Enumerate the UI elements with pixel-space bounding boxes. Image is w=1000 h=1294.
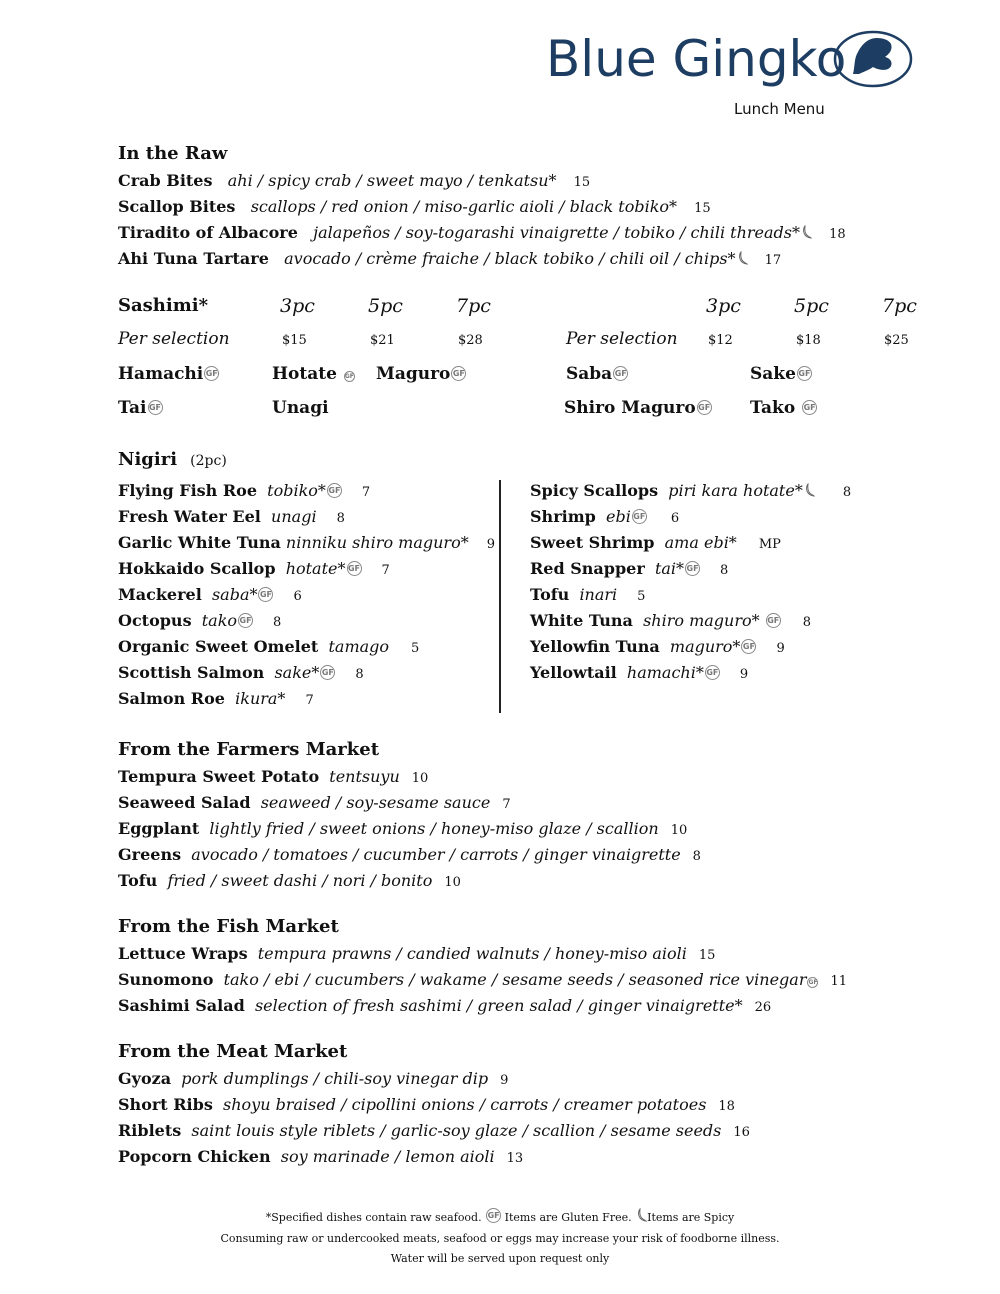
item-name: Crab Bites [118,171,213,190]
menu-item [118,871,461,890]
sashimi-name: Hamachi [118,364,204,384]
menu-item [118,249,781,269]
item-desc: tai* [654,559,685,578]
price-5pc: $21 [370,333,395,348]
item-name: Sunomono [118,970,214,989]
menu-item [530,611,811,630]
gf-note: Items are Gluten Free. [504,1211,632,1224]
sashimi-item [272,398,329,418]
gluten-free-icon: GF [613,366,628,381]
chili-pepper-icon [802,224,812,243]
item-name: Ahi Tuna Tartare [118,249,269,268]
gluten-free-icon: GF [204,366,219,381]
sashimi-name: Hotate [272,364,337,384]
item-price: 17 [764,253,782,268]
item-desc: avocado / tomatoes / cucumber / carrots / ginger vinaigrette [191,845,681,864]
menu-item [530,585,645,604]
item-desc: scallops / red onion / miso-garlic aioli / black tobiko* [250,197,678,216]
per-selection-label: Per selection [118,329,230,349]
item-desc: ebi [605,507,631,526]
per-selection-label: Per selection [566,329,678,349]
sashimi-name: Unagi [272,398,329,418]
price-3pc: $15 [282,333,307,348]
item-desc: maguro* [669,637,741,656]
price-3pc: $12 [708,333,733,348]
item-name: Riblets [118,1121,182,1140]
menu-item [118,481,370,500]
item-price: 10 [411,771,429,786]
item-name: Tiradito of Albacore [118,223,298,242]
menu-item [118,793,511,812]
menu-item [530,507,679,526]
sashimi-name: Tako [750,398,796,418]
sashimi-name: Sake [750,364,796,384]
sashimi-name: Shiro Maguro [564,398,696,418]
item-desc: lightly fried / sweet onions / honey-miso glaze / scallion [209,819,659,838]
item-price: 7 [381,563,390,578]
item-price: 18 [829,227,846,242]
menu-item [118,1147,523,1166]
item-price: 8 [355,667,364,682]
item-desc: shoyu braised / cipollini onions / carrots / creamer potatoes [223,1095,707,1114]
item-price: 8 [273,615,282,630]
item-price: 7 [305,693,314,708]
item-name: Yellowfin Tuna [530,637,660,656]
item-price: 5 [637,589,646,604]
item-name: White Tuna [530,611,633,630]
item-desc: ama ebi* [664,533,737,552]
nigiri-title: Nigiri [118,449,178,470]
item-name: Spicy Scallops [530,481,659,500]
gluten-free-icon: GF [451,366,466,381]
spicy-note: Items are Spicy [647,1211,735,1224]
menu-item [118,689,314,708]
gluten-free-icon: GF [741,639,756,654]
item-price: 8 [336,511,345,526]
item-desc: ahi / spicy crab / sweet mayo / tenkatsu* [227,171,557,190]
item-name: Popcorn Chicken [118,1147,271,1166]
gluten-free-icon: GF [705,665,720,680]
item-desc: ninniku shiro maguro* [285,533,469,552]
item-name: Organic Sweet Omelet [118,637,319,656]
gingko-leaf-logo-icon [833,30,913,92]
item-name: Tofu [530,585,570,604]
item-name: Octopus [118,611,192,630]
size-label: 7pc [456,295,491,317]
item-name: Greens [118,845,182,864]
menu-subtitle: Lunch Menu [734,100,825,118]
gluten-free-icon: GF [486,1208,501,1223]
size-label: 5pc [794,295,829,317]
item-name: Fresh Water Eel [118,507,261,526]
menu-item [118,996,771,1015]
item-price: 8 [802,615,811,630]
size-label: 5pc [368,295,403,317]
item-price: 13 [506,1151,524,1166]
menu-item [118,1121,750,1140]
item-name: Eggplant [118,819,200,838]
sashimi-item [750,398,817,418]
item-price: 10 [670,823,688,838]
sashimi-item [750,364,812,384]
menu-item [118,171,590,190]
item-price: 9 [776,641,785,656]
menu-item [118,1069,508,1088]
item-name: Tofu [118,871,158,890]
foodborne-warning: Consuming raw or undercooked meats, seafood or eggs may increase your risk of foodborne illness. [220,1232,780,1245]
nigiri-note: (2pc) [190,453,227,469]
item-price: 6 [670,511,680,526]
gluten-free-icon: GF [347,561,362,576]
sashimi-name: Maguro [376,364,451,384]
sashimi-name: Tai [118,398,147,418]
menu-item [118,197,711,216]
item-desc: tamago [328,637,390,656]
size-label: 3pc [280,295,315,317]
menu-item [530,533,781,552]
item-desc: hamachi* [626,663,704,682]
item-desc: pork dumplings / chili-soy vinegar dip [181,1069,489,1088]
item-desc: piri kara hotate* [668,481,803,500]
item-name: Sashimi Salad [118,996,245,1015]
item-price: 8 [692,849,701,864]
menu-item [118,1095,735,1114]
item-price: 5 [411,641,420,656]
menu-item [118,223,846,243]
sashimi-item [564,398,712,418]
section-title-raw: In the Raw [118,143,228,164]
gluten-free-icon: GF [808,979,818,986]
item-desc: seaweed / soy-sesame sauce [260,793,491,812]
menu-item [118,611,281,630]
brand-name: Blue Gingko [546,30,847,88]
section-title-meat: From the Meat Market [118,1041,348,1062]
item-price: 10 [444,875,461,890]
price-7pc: $28 [458,333,483,348]
raw-note: *Specified dishes contain raw seafood. [265,1211,482,1224]
gluten-free-icon: GF [148,400,163,415]
item-desc: inari [579,585,618,604]
sashimi-item [118,364,219,384]
item-desc: sake* [274,663,320,682]
price-5pc: $18 [796,333,821,348]
item-desc: avocado / crème fraiche / black tobiko / chili oil / chips* [284,249,736,268]
item-desc: tako / ebi / cucumbers / wakame / sesame seeds / seasoned rice vinegar [223,970,807,989]
item-name: Mackerel [118,585,202,604]
item-desc: saint louis style riblets / garlic-soy glaze / scallion / sesame seeds [191,1121,722,1140]
item-price: 7 [502,797,511,812]
chili-pepper-icon [805,482,815,501]
item-price: 16 [733,1125,750,1140]
chili-pepper-icon [738,250,748,269]
menu-item [118,819,687,838]
section-title-sashimi: Sashimi* [118,295,209,316]
item-desc: fried / sweet dashi / nori / bonito [167,871,433,890]
item-name: Gyoza [118,1069,172,1088]
menu-item [530,637,785,656]
menu-item [118,845,701,864]
item-price: 18 [718,1099,735,1114]
item-price: 15 [573,175,591,190]
item-price: 26 [754,1000,772,1015]
section-title-fish: From the Fish Market [118,916,339,937]
sashimi-item [272,364,355,384]
gluten-free-icon: GF [797,366,812,381]
gluten-free-icon: GF [685,561,700,576]
item-desc: tobiko* [267,481,326,500]
menu-item [118,585,302,604]
item-price: 7 [361,485,371,500]
menu-item [530,481,851,501]
item-price: 8 [842,485,852,500]
menu-item [118,637,419,656]
item-name: Sweet Shrimp [530,533,655,552]
item-desc: selection of fresh sashimi / green salad / ginger vinaigrette* [254,996,743,1015]
item-desc: unagi [271,507,317,526]
gluten-free-icon: GF [238,613,253,628]
item-name: Seaweed Salad [118,793,251,812]
item-name: Flying Fish Roe [118,481,257,500]
item-desc: ikura* [235,689,286,708]
menu-item [118,507,345,526]
footer-legend [0,1208,1000,1225]
item-desc: soy marinade / lemon aioli [280,1147,495,1166]
size-label: 7pc [882,295,917,317]
size-label: 3pc [706,295,741,317]
gluten-free-icon: GF [632,509,647,524]
item-desc: shiro maguro* [643,611,760,630]
price-7pc: $25 [884,333,909,348]
item-desc: hotate* [285,559,346,578]
item-name: Lettuce Wraps [118,944,248,963]
item-desc: tentsuyu [329,767,400,786]
gluten-free-icon: GF [344,373,354,380]
item-name: Salmon Roe [118,689,225,708]
item-name: Garlic White Tuna [118,533,281,552]
menu-item [118,970,847,989]
item-price: 8 [720,563,729,578]
menu-item [118,767,428,786]
gluten-free-icon: GF [258,587,273,602]
item-price: 9 [486,537,495,552]
chili-pepper-icon [637,1208,647,1225]
gluten-free-icon: GF [766,613,781,628]
item-desc: tempura prawns / candied walnuts / honey-miso aioli [257,944,687,963]
column-divider [499,480,501,713]
menu-item [118,663,364,682]
sashimi-name: Saba [566,364,613,384]
sashimi-item [376,364,466,384]
item-name: Yellowtail [530,663,617,682]
sashimi-item [118,398,163,418]
item-price: 9 [500,1073,509,1088]
item-name: Red Snapper [530,559,645,578]
water-note: Water will be served upon request only [390,1252,610,1265]
item-desc: jalapeños / soy-togarashi vinaigrette / tobiko / chili threads* [313,223,800,242]
item-price: 11 [830,974,848,989]
item-price: 9 [739,667,749,682]
item-name: Shrimp [530,507,596,526]
menu-item [118,559,390,578]
item-price: MP [758,537,781,552]
item-name: Scottish Salmon [118,663,265,682]
sashimi-item [566,364,628,384]
gluten-free-icon: GF [320,665,335,680]
item-price: 6 [293,589,302,604]
item-name: Tempura Sweet Potato [118,767,320,786]
menu-item [530,663,748,682]
item-price: 15 [694,201,711,216]
item-name: Scallop Bites [118,197,236,216]
gluten-free-icon: GF [697,400,712,415]
gluten-free-icon: GF [802,400,817,415]
item-desc: tako [201,611,238,630]
gluten-free-icon: GF [327,483,342,498]
menu-item [118,533,495,552]
menu-item [530,559,728,578]
item-name: Hokkaido Scallop [118,559,276,578]
section-title-nigiri [118,449,227,470]
item-name: Short Ribs [118,1095,213,1114]
item-price: 15 [698,948,716,963]
item-desc: saba* [211,585,258,604]
section-title-farmers: From the Farmers Market [118,739,380,760]
menu-item [118,944,715,963]
